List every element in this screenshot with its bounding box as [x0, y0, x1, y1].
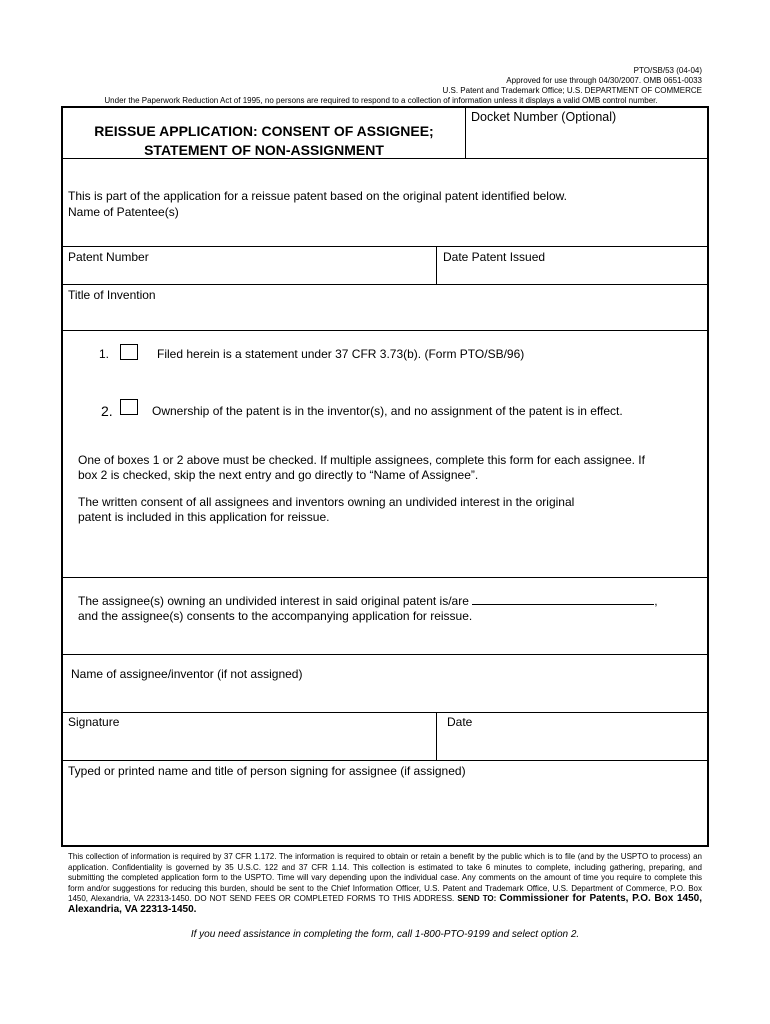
- docket-number-label: Docket Number (Optional): [471, 110, 617, 124]
- patent-number-label: Patent Number: [68, 250, 149, 264]
- burden-statement: [68, 852, 702, 915]
- burden-text: This collection of information is required by 37 CFR 1.172. The information is required to obtain or retain a benefit by the public which is to file (and by the USPTO to process) an application. Confidentiality is governed by 35 U.S.C. 122 and 37 CFR 1.14. This collection is estimated to take 6 minutes to complete, including gathering, preparing, and submitting the completed application form to the USPTO. Time will vary depending upon the individual case. Any comments on the amount of time you require to complete this form and/or suggestions for reducing this burden, should be sent to the Chief Information Officer, U.S. Patent and Trademark Office, U.S. Department of Commerce, P.O. Box 1450, Alexandria, VA 22313-1450. DO NOT SEND FEES OR COMPLETED FORMS TO THIS ADDRESS.: [68, 852, 702, 903]
- option1-number: 1.: [99, 347, 110, 361]
- help-text: If you need assistance in completing the form, call 1-800-PTO-9199 and select option 2.: [190, 929, 580, 940]
- send-to-label: SEND TO:: [457, 894, 497, 903]
- form-id: PTO/SB/53 (04-04): [633, 66, 702, 75]
- option2-text: Ownership of the patent is in the inventor(s), and no assignment of the patent is in effect.: [152, 404, 623, 418]
- typed-name-label: Typed or printed name and title of person signing for assignee (if assigned): [68, 764, 466, 778]
- instructions-line1: One of boxes 1 or 2 above must be checked. If multiple assignees, complete this form for each assignee. If: [78, 453, 645, 467]
- patentee-row: [63, 159, 707, 247]
- invention-title-label: Title of Invention: [68, 288, 156, 302]
- signature-field[interactable]: [67, 730, 431, 758]
- form-title-line1: REISSUE APPLICATION: CONSENT OF ASSIGNEE;: [94, 123, 434, 139]
- instructions-line2: box 2 is checked, skip the next entry and go directly to “Name of Assignee”.: [78, 468, 479, 482]
- assignee-statement-line2: and the assignee(s) consents to the accompanying application for reissue.: [78, 609, 473, 623]
- date-label: Date: [447, 715, 473, 729]
- patent-number-divider: [436, 247, 437, 284]
- agency-name: U.S. Patent and Trademark Office; U.S. DEPARTMENT OF COMMERCE: [442, 86, 702, 95]
- patent-number-row: [63, 247, 707, 285]
- assignee-statement-row: [63, 578, 707, 655]
- patent-number-field[interactable]: [67, 265, 431, 282]
- option2-checkbox[interactable]: [120, 399, 138, 415]
- typed-name-row: [63, 761, 707, 845]
- docket-number-field[interactable]: [467, 126, 705, 156]
- option2-number: 2.: [101, 403, 113, 419]
- title-divider: [465, 108, 466, 158]
- assignee-name-row: [63, 655, 707, 713]
- date-field[interactable]: [439, 730, 703, 758]
- assignee-name-field[interactable]: [67, 683, 703, 710]
- consent-text: [78, 495, 574, 525]
- reissue-consent-form: [61, 106, 709, 847]
- assignee-name-blank[interactable]: [472, 593, 654, 605]
- signature-row: [63, 713, 707, 761]
- assignee-statement-start: The assignee(s) owning an undivided interest in said original patent is/are: [78, 594, 469, 608]
- consent-line2: patent is included in this application for reissue.: [78, 510, 330, 524]
- paperwork-notice: Under the Paperwork Reduction Act of 1995, no persons are required to respond to a collection of information unless it displays a valid OMB control number.: [104, 96, 658, 105]
- ownership-section: [63, 331, 707, 578]
- option1-checkbox[interactable]: [120, 344, 138, 360]
- patentee-field[interactable]: [67, 221, 703, 244]
- consent-line1: The written consent of all assignees and inventors owning an undivided interest in the original: [78, 495, 575, 509]
- form-title-line2: STATEMENT OF NON-ASSIGNMENT: [144, 142, 384, 158]
- option1-text: Filed herein is a statement under 37 CFR 3.73(b). (Form PTO/SB/96): [157, 347, 525, 361]
- send-to-address: Commissioner for Patents, P.O. Box 1450, Alexandria, VA 22313-1450.: [68, 893, 702, 915]
- intro-text: This is part of the application for a reissue patent based on the original patent identified below.: [68, 189, 567, 203]
- omb-approval: Approved for use through 04/30/2007. OMB 0651-0033: [506, 76, 702, 85]
- patentee-label: Name of Patentee(s): [68, 205, 179, 219]
- invention-title-field[interactable]: [67, 303, 703, 328]
- assignee-statement: [78, 593, 658, 624]
- signature-divider: [436, 713, 437, 760]
- signature-label: Signature: [68, 715, 120, 729]
- instructions-text: [78, 453, 645, 483]
- form-title: [63, 122, 465, 160]
- date-issued-field[interactable]: [439, 265, 703, 282]
- invention-title-row: [63, 285, 707, 331]
- title-row: [63, 108, 707, 159]
- assignee-statement-comma: ,: [654, 594, 658, 608]
- date-issued-label: Date Patent Issued: [443, 250, 546, 264]
- typed-name-field[interactable]: [67, 781, 703, 841]
- assignee-name-label: Name of assignee/inventor (if not assigned): [71, 667, 303, 681]
